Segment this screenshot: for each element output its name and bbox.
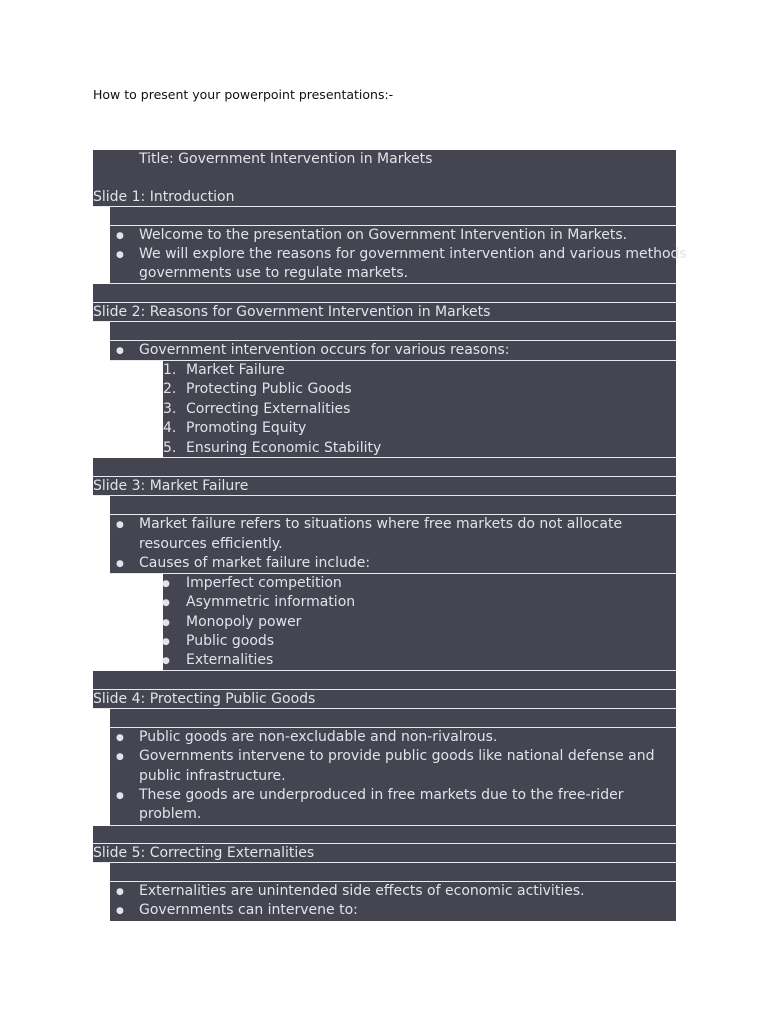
slide-heading: Slide 5: Correcting Externalities [93, 845, 315, 861]
bullet-dot: ● [116, 520, 124, 530]
highlight-block [110, 322, 676, 341]
sub-item-text: Market Failure [186, 362, 285, 378]
bullet-dot: ● [116, 733, 124, 743]
sub-item-text: Monopoly power [186, 614, 302, 630]
sub-item-text: Correcting Externalities [186, 401, 351, 417]
bullet-dot: ● [162, 637, 170, 647]
highlight-block [110, 496, 676, 515]
bullet-text: Welcome to the presentation on Government Intervention in Markets. [139, 227, 628, 243]
list-number: 2. [163, 381, 177, 397]
bullet-text: Governments intervene to provide public goods like national defense and [139, 748, 655, 764]
bullet-text: Government intervention occurs for various reasons: [139, 342, 510, 358]
sub-item-text: Protecting Public Goods [186, 381, 352, 397]
slide-heading: Slide 2: Reasons for Government Intervention in Markets [93, 304, 491, 320]
slide-heading: Slide 3: Market Failure [93, 478, 249, 494]
bullet-text-continued: public infrastructure. [139, 768, 286, 784]
bullet-dot: ● [162, 579, 170, 589]
sub-item-text: Public goods [186, 633, 275, 649]
highlight-block [93, 826, 676, 844]
bullet-text-continued: problem. [139, 806, 202, 822]
presentation-title: Title: Government Intervention in Markets [139, 151, 433, 167]
highlight-block [93, 671, 676, 690]
bullet-dot: ● [116, 250, 124, 260]
sub-item-text: Externalities [186, 652, 274, 668]
bullet-dot: ● [162, 618, 170, 628]
bullet-text: Market failure refers to situations where free markets do not allocate [139, 516, 623, 532]
bullet-text: Governments can intervene to: [139, 902, 358, 918]
bullet-dot: ● [162, 656, 170, 666]
highlight-block [93, 284, 676, 303]
sub-item-text: Ensuring Economic Stability [186, 440, 382, 456]
bullet-text: Causes of market failure include: [139, 555, 371, 571]
bullet-dot: ● [116, 559, 124, 569]
highlight-block [110, 863, 676, 882]
bullet-dot: ● [116, 231, 124, 241]
bullet-dot: ● [116, 346, 124, 356]
highlight-block [110, 709, 676, 728]
list-number: 1. [163, 362, 177, 378]
sub-item-text: Promoting Equity [186, 420, 307, 436]
slide-heading: Slide 4: Protecting Public Goods [93, 691, 316, 707]
bullet-dot: ● [116, 791, 124, 801]
list-number: 3. [163, 401, 177, 417]
bullet-text: Externalities are unintended side effects of economic activities. [139, 883, 585, 899]
slide-heading: Slide 1: Introduction [93, 189, 235, 205]
bullet-text: These goods are underproduced in free markets due to the free-rider [139, 787, 624, 803]
bullet-text: Public goods are non-excludable and non-rivalrous. [139, 729, 498, 745]
sub-item-text: Imperfect competition [186, 575, 342, 591]
bullet-text-continued: resources efficiently. [139, 536, 283, 552]
list-number: 4. [163, 420, 177, 436]
list-number: 5. [163, 440, 177, 456]
bullet-dot: ● [116, 752, 124, 762]
intro-text: How to present your powerpoint presentations:- [93, 87, 394, 102]
highlight-block [93, 458, 676, 477]
sub-item-text: Asymmetric information [186, 594, 356, 610]
bullet-dot: ● [116, 887, 124, 897]
bullet-dot: ● [116, 906, 124, 916]
bullet-text: We will explore the reasons for government intervention and various methods [139, 246, 687, 262]
bullet-text-continued: governments use to regulate markets. [139, 265, 409, 281]
bullet-dot: ● [162, 598, 170, 608]
highlight-block [110, 207, 676, 226]
